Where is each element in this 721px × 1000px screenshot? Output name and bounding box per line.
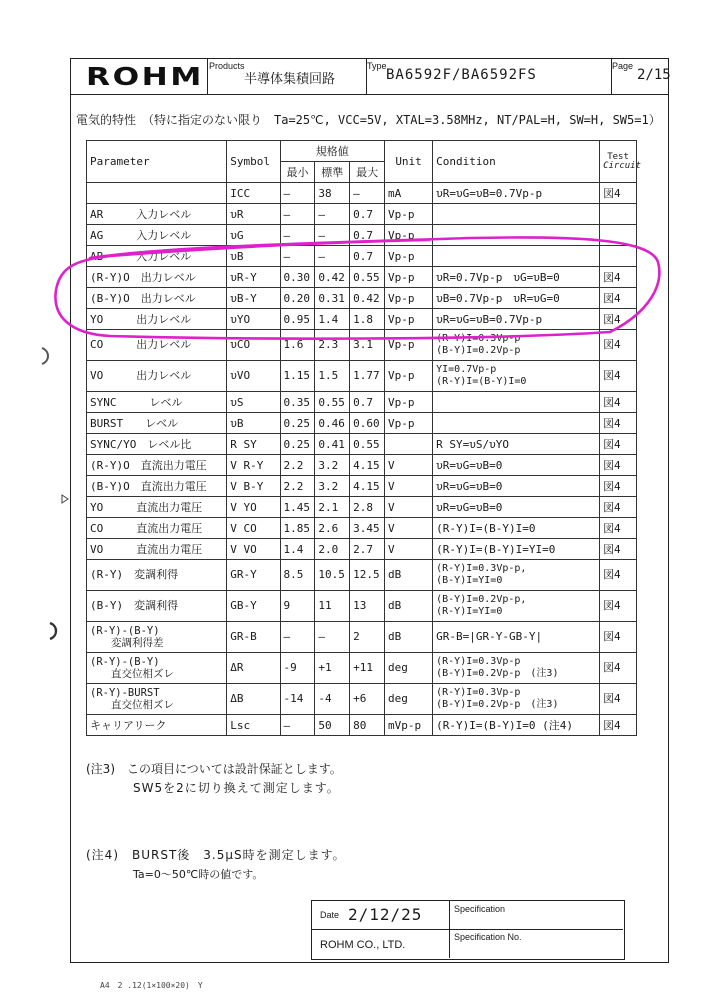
table-row (87, 653, 637, 684)
table-row (87, 497, 637, 518)
table-row (87, 622, 637, 653)
cell-max: 0.60 (350, 413, 385, 434)
table-row (87, 455, 637, 476)
cell-test: 図4 (600, 288, 637, 309)
cell-param: SYNC レベル (87, 392, 227, 413)
cell-param: (R-Y)O 出力レベル (87, 267, 227, 288)
cell-symbol: Lsc (227, 715, 280, 736)
header-max: 最大 (350, 162, 385, 183)
cell-test: 図4 (600, 591, 637, 622)
cell-param: AR 入力レベル (87, 204, 227, 225)
cell-cond: YI=0.7Vp-p (R-Y)I=(B-Y)I=0 (433, 361, 600, 392)
cell-symbol: V YO (227, 497, 280, 518)
cell-unit: V (385, 476, 433, 497)
note-3-line-1: (注3) この項目については設計保証とします。 (86, 762, 342, 776)
cell-min: — (280, 246, 315, 267)
highlight-ellipse-mark (50, 234, 662, 342)
cell-min: -9 (280, 653, 315, 684)
cell-unit: Vp-p (385, 225, 433, 246)
cell-symbol: υYO (227, 309, 280, 330)
cell-typ: 50 (315, 715, 350, 736)
header-unit: Unit (385, 141, 433, 183)
cell-test (600, 204, 637, 225)
cell-param: AG 入力レベル (87, 225, 227, 246)
cell-symbol: V VO (227, 539, 280, 560)
header-circuit: Circuit (603, 160, 641, 171)
cell-symbol: υS (227, 392, 280, 413)
cell-unit: V (385, 455, 433, 476)
cell-param: (R-Y) 変調利得 (87, 560, 227, 591)
cell-typ: 3.2 (315, 476, 350, 497)
cell-min: 1.4 (280, 539, 315, 560)
cell-symbol: GR-B (227, 622, 280, 653)
cell-cond: (R-Y)I=(B-Y)I=YI=0 (433, 539, 600, 560)
cell-test: 図4 (600, 539, 637, 560)
cell-unit: Vp-p (385, 309, 433, 330)
cell-cond: (R-Y)I=0.3Vp-p (B-Y)I=0.2Vp-p (433, 330, 600, 361)
cell-min: 1.45 (280, 497, 315, 518)
note-3-line-2: SW5を2に切り換えて測定します。 (133, 781, 340, 795)
cell-typ: — (315, 246, 350, 267)
rohm-logo: ROHM (86, 62, 204, 91)
cell-max: 0.55 (350, 434, 385, 455)
cell-max: 0.55 (350, 267, 385, 288)
cell-unit: Vp-p (385, 361, 433, 392)
cell-min: 1.85 (280, 518, 315, 539)
cell-max: 4.15 (350, 476, 385, 497)
table-row (87, 413, 637, 434)
cell-symbol: ΔB (227, 684, 280, 715)
cell-max: 0.7 (350, 204, 385, 225)
table-row (87, 392, 637, 413)
cell-max: 2 (350, 622, 385, 653)
header-symbol: Symbol (227, 141, 280, 183)
cell-param: BURST レベル (87, 413, 227, 434)
cell-unit: V (385, 518, 433, 539)
cell-cond (433, 392, 600, 413)
cell-symbol: υB-Y (227, 288, 280, 309)
cell-unit: V (385, 539, 433, 560)
cell-typ: — (315, 622, 350, 653)
spec-no-label: Specification No. (454, 932, 522, 942)
cell-symbol: GB-Y (227, 591, 280, 622)
date-value: 2/12/25 (348, 905, 423, 924)
cell-unit: dB (385, 560, 433, 591)
cell-max: 0.7 (350, 392, 385, 413)
cell-param: (R-Y)-(B-Y) 変調利得差 (87, 622, 227, 653)
cell-unit: mVp-p (385, 715, 433, 736)
cell-cond: GR-B=|GR-Y-GB-Y| (433, 622, 600, 653)
cell-max: — (350, 183, 385, 204)
cell-unit: dB (385, 622, 433, 653)
cell-test: 図4 (600, 434, 637, 455)
cell-param: SYNC/YO レベル比 (87, 434, 227, 455)
cell-typ: — (315, 204, 350, 225)
cell-test: 図4 (600, 622, 637, 653)
cell-param: (B-Y)O 出力レベル (87, 288, 227, 309)
cell-symbol: V CO (227, 518, 280, 539)
cell-test: 図4 (600, 684, 637, 715)
cell-param: (B-Y)O 直流出力電圧 (87, 476, 227, 497)
cell-max: 3.45 (350, 518, 385, 539)
cell-cond: (R-Y)I=(B-Y)I=0 (433, 518, 600, 539)
cell-param: (R-Y)-BURST 直交位相ズレ (87, 684, 227, 715)
header-parameter: Parameter (87, 141, 227, 183)
cell-symbol: υVO (227, 361, 280, 392)
cell-test: 図4 (600, 455, 637, 476)
table-row (87, 715, 637, 736)
cell-max: +11 (350, 653, 385, 684)
cell-min: 0.30 (280, 267, 315, 288)
cell-unit: V (385, 497, 433, 518)
cell-test: 図4 (600, 183, 637, 204)
cell-test: 図4 (600, 413, 637, 434)
note-4-line-2: Ta=0～50℃時の値です。 (133, 868, 264, 881)
cell-min: — (280, 183, 315, 204)
cell-param: (R-Y)O 直流出力電圧 (87, 455, 227, 476)
table-row (87, 560, 637, 591)
cell-cond: υR=υG=υB=0 (433, 497, 600, 518)
type-value: BA6592F/BA6592FS (386, 67, 537, 83)
cell-typ: 2.6 (315, 518, 350, 539)
cell-min: — (280, 204, 315, 225)
product-value: 半導体集積回路 (244, 72, 336, 87)
cell-param: (B-Y) 変調利得 (87, 591, 227, 622)
cell-test: 図4 (600, 476, 637, 497)
binder-hole-mark-2 (44, 620, 64, 642)
cell-cond: υB=0.7Vp-p υR=υG=0 (433, 288, 600, 309)
cell-max: 2.8 (350, 497, 385, 518)
section-title: 電気的特性 （特に指定のない限り Ta=25℃, VCC=5V, XTAL=3.58MHz, NT/PAL=H, SW=H, SW5=1） (76, 113, 661, 127)
cell-cond (433, 413, 600, 434)
cell-max: 4.15 (350, 455, 385, 476)
cell-unit: Vp-p (385, 204, 433, 225)
cell-param: キャリアリーク (87, 715, 227, 736)
cell-test: 図4 (600, 497, 637, 518)
cell-max: 1.8 (350, 309, 385, 330)
binder-hole-mark (36, 345, 56, 367)
cell-min: 0.25 (280, 434, 315, 455)
table-row (87, 539, 637, 560)
cell-test: 図4 (600, 518, 637, 539)
cell-test: 図4 (600, 330, 637, 361)
cell-unit: dB (385, 591, 433, 622)
table-row (87, 434, 637, 455)
cell-min: 0.20 (280, 288, 315, 309)
cell-typ: 11 (315, 591, 350, 622)
cell-unit: Vp-p (385, 267, 433, 288)
cell-unit: deg (385, 653, 433, 684)
cell-typ: 0.41 (315, 434, 350, 455)
cell-unit (385, 434, 433, 455)
cell-min: 0.35 (280, 392, 315, 413)
table-row (87, 204, 637, 225)
cell-unit: Vp-p (385, 288, 433, 309)
cell-cond: (R-Y)I=(B-Y)I=0 (注4) (433, 715, 600, 736)
cell-cond: (R-Y)I=0.3Vp-p (B-Y)I=0.2Vp-p (注3) (433, 684, 600, 715)
cell-typ: +1 (315, 653, 350, 684)
cell-typ: 0.46 (315, 413, 350, 434)
cell-symbol: υB (227, 246, 280, 267)
header-spec: 規格値 (280, 141, 384, 162)
header-test: Test (607, 151, 629, 162)
cell-symbol: V R-Y (227, 455, 280, 476)
cell-symbol: R SY (227, 434, 280, 455)
page-label: Page (612, 61, 634, 71)
cell-symbol: υR-Y (227, 267, 280, 288)
cell-min: -14 (280, 684, 315, 715)
cell-param (87, 183, 227, 204)
cell-min: 2.2 (280, 476, 315, 497)
cell-cond: υR=υG=υB=0 (433, 455, 600, 476)
cell-param: CO 直流出力電圧 (87, 518, 227, 539)
cell-typ: -4 (315, 684, 350, 715)
cell-max: 80 (350, 715, 385, 736)
cell-unit: deg (385, 684, 433, 715)
cell-symbol: υB (227, 413, 280, 434)
cell-min: 1.15 (280, 361, 315, 392)
cell-typ: 10.5 (315, 560, 350, 591)
cell-cond: (R-Y)I=0.3Vp-p, (B-Y)I=YI=0 (433, 560, 600, 591)
cell-param: (R-Y)-(B-Y) 直交位相ズレ (87, 653, 227, 684)
header-test-circuit (600, 141, 641, 183)
footer-box (311, 900, 625, 960)
cell-symbol: V B-Y (227, 476, 280, 497)
cell-typ: 2.1 (315, 497, 350, 518)
cell-typ: 0.31 (315, 288, 350, 309)
electrical-characteristics-table (86, 140, 641, 736)
header-condition: Condition (433, 141, 600, 183)
cell-min: 2.2 (280, 455, 315, 476)
cell-cond: υR=υG=υB=0.7Vp-p (433, 309, 600, 330)
cell-symbol: υG (227, 225, 280, 246)
cell-param: CO 出力レベル (87, 330, 227, 361)
cell-max: 0.7 (350, 246, 385, 267)
cell-max: 0.7 (350, 225, 385, 246)
table-row (87, 183, 637, 204)
cell-typ: 1.5 (315, 361, 350, 392)
cell-test: 図4 (600, 309, 637, 330)
cell-min: 0.25 (280, 413, 315, 434)
spec-label: Specification (454, 904, 506, 914)
cell-min: — (280, 715, 315, 736)
cell-min: 1.6 (280, 330, 315, 361)
cell-min: 9 (280, 591, 315, 622)
type-label: Type (367, 61, 387, 71)
table-row (87, 591, 637, 622)
page-value: 2/15 (637, 67, 671, 83)
cell-typ: 38 (315, 183, 350, 204)
cell-min: 0.95 (280, 309, 315, 330)
table-row (87, 518, 637, 539)
margin-triangle-mark (60, 493, 70, 505)
cell-max: 3.1 (350, 330, 385, 361)
cell-unit: Vp-p (385, 392, 433, 413)
table-row (87, 476, 637, 497)
cell-cond: υR=υG=υB=0.7Vp-p (433, 183, 600, 204)
cell-test: 図4 (600, 560, 637, 591)
date-label: Date (320, 910, 340, 920)
cell-typ: 2.3 (315, 330, 350, 361)
table-row (87, 684, 637, 715)
cell-min: — (280, 225, 315, 246)
cell-symbol: υCO (227, 330, 280, 361)
cell-symbol: ICC (227, 183, 280, 204)
cell-unit: Vp-p (385, 413, 433, 434)
cell-unit: Vp-p (385, 330, 433, 361)
cell-min: — (280, 622, 315, 653)
cell-typ: 1.4 (315, 309, 350, 330)
cell-cond: R SY=υS/υYO (433, 434, 600, 455)
cell-max: +6 (350, 684, 385, 715)
cell-unit: mA (385, 183, 433, 204)
cell-typ: — (315, 225, 350, 246)
cell-test: 図4 (600, 715, 637, 736)
cell-typ: 2.0 (315, 539, 350, 560)
cell-unit: Vp-p (385, 246, 433, 267)
cell-typ: 3.2 (315, 455, 350, 476)
cell-max: 0.42 (350, 288, 385, 309)
cell-symbol: GR-Y (227, 560, 280, 591)
cell-test: 図4 (600, 392, 637, 413)
cell-symbol: υR (227, 204, 280, 225)
cell-max: 2.7 (350, 539, 385, 560)
cell-cond: (R-Y)I=0.3Vp-p (B-Y)I=0.2Vp-p (注3) (433, 653, 600, 684)
header-typ: 標準 (315, 162, 350, 183)
product-label: Products (209, 61, 245, 71)
table-row (87, 361, 637, 392)
margin-print-code: A4 2 .12(1×100×20) Y (100, 981, 203, 990)
cell-cond: (B-Y)I=0.2Vp-p, (R-Y)I=YI=0 (433, 591, 600, 622)
cell-min: 8.5 (280, 560, 315, 591)
cell-max: 12.5 (350, 560, 385, 591)
cell-cond: υR=υG=υB=0 (433, 476, 600, 497)
company-name: ROHM CO., LTD. (320, 939, 406, 951)
cell-test: 図4 (600, 361, 637, 392)
cell-param: YO 出力レベル (87, 309, 227, 330)
cell-param: YO 直流出力電圧 (87, 497, 227, 518)
cell-param: VO 出力レベル (87, 361, 227, 392)
cell-typ: 0.42 (315, 267, 350, 288)
cell-cond (433, 204, 600, 225)
cell-max: 13 (350, 591, 385, 622)
cell-test: 図4 (600, 267, 637, 288)
cell-typ: 0.55 (315, 392, 350, 413)
cell-test: 図4 (600, 653, 637, 684)
cell-symbol: ΔR (227, 653, 280, 684)
cell-param: AB 入力レベル (87, 246, 227, 267)
cell-cond: υR=0.7Vp-p υG=υB=0 (433, 267, 600, 288)
note-4-line-1: (注4) BURST後 3.5μS時を測定します。 (86, 848, 346, 862)
cell-param: VO 直流出力電圧 (87, 539, 227, 560)
cell-max: 1.77 (350, 361, 385, 392)
header-min: 最小 (280, 162, 315, 183)
